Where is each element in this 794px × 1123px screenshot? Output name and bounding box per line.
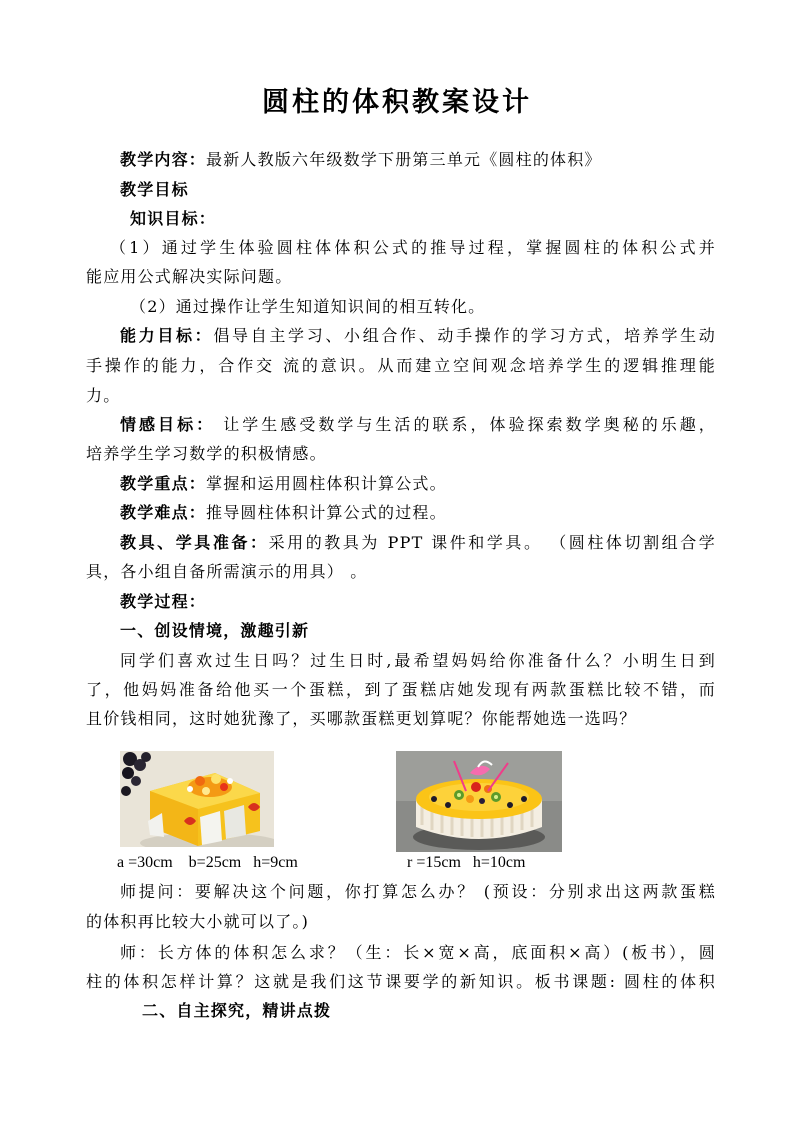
- content-label: 教学内容：: [120, 150, 207, 169]
- para3-b: 柱的体积怎样计算？这就是我们这节课要学的新知识。板书课题: 圆柱的体积: [86, 972, 716, 991]
- emotion-b: 培养学生学习数学的积极情感。: [86, 444, 327, 463]
- emotion-text-a: 让学生感受数学与生活的联系，体验探索数学奥秘的乐趣，: [215, 415, 716, 434]
- ability-b: 手操作的能力，合作交 流的意识。从而建立空间观念培养学生的逻辑推理能: [86, 356, 716, 375]
- process-heading: 教学过程：: [120, 592, 207, 611]
- tools-b: 具，各小组自备所需演示的用具） 。: [86, 562, 368, 581]
- tools-label: 教具、学具准备：: [120, 533, 269, 552]
- goals-heading: 教学目标: [120, 180, 189, 199]
- para1-c: 且价钱相同，这时她犹豫了，买哪款蛋糕更划算呢？你能帮她选一选吗？: [86, 709, 637, 728]
- ability-a: [120, 326, 716, 346]
- page-title: 圆柱的体积教案设计: [262, 87, 532, 118]
- para3-a: 师：长方体的体积怎么求？（生：长×宽×高，底面积×高）(板书），圆: [120, 943, 716, 962]
- section-2-heading: 二、自主探究，精讲点拨: [142, 1001, 332, 1020]
- round-cake-illustration: [396, 751, 562, 852]
- para2-a: 师提问：要解决这个问题，你打算怎么办？ (预设：分别求出这两款蛋糕: [120, 882, 716, 901]
- emotion-label: 情感目标：: [120, 415, 216, 434]
- section-1-heading: 一、创设情境，激趣引新: [120, 621, 310, 640]
- tools-a: [120, 533, 716, 553]
- knowledge-1a: （1）通过学生体验圆柱体体积公式的推导过程，掌握圆柱的体积公式并: [110, 238, 716, 257]
- square-cake-dimensions: a =30cm b=25cm h=9cm: [117, 854, 298, 871]
- round-cake-image: [396, 751, 562, 852]
- diff-text: 推导圆柱体积计算公式的过程。: [206, 503, 447, 522]
- ability-label: 能力目标：: [120, 326, 214, 345]
- square-cake-illustration: [120, 751, 274, 847]
- knowledge-1b: 能应用公式解决实际问题。: [86, 267, 293, 286]
- teaching-content: [120, 150, 750, 170]
- key-point: [120, 474, 750, 494]
- square-cake-image: [120, 751, 274, 847]
- round-cake-dimensions: r =15cm h=10cm: [407, 854, 526, 871]
- ability-c: 力。: [86, 386, 121, 405]
- emotion-a: [120, 415, 716, 435]
- difficult-point: [120, 503, 750, 523]
- ability-text-a: 倡导自主学习、小组合作、动手操作的学习方式，培养学生动: [213, 326, 716, 345]
- para1-a: 同学们喜欢过生日吗？过生日时,最希望妈妈给你准备什么？小明生日到: [120, 651, 716, 670]
- para1-b: 了，他妈妈准备给他买一个蛋糕，到了蛋糕店她发现有两款蛋糕比较不错，而: [86, 680, 716, 699]
- para2-b: 的体积再比较大小就可以了。): [86, 912, 310, 931]
- key-label: 教学重点：: [120, 474, 207, 493]
- diff-label: 教学难点：: [120, 503, 207, 522]
- knowledge-2: （2）通过操作让学生知道知识间的相互转化。: [130, 297, 486, 316]
- key-text: 掌握和运用圆柱体积计算公式。: [206, 474, 447, 493]
- knowledge-heading: 知识目标：: [130, 209, 217, 228]
- tools-text-a: 采用的教具为 PPT 课件和学具。 （圆柱体切割组合学: [268, 533, 716, 552]
- content-text: 最新人教版六年级数学下册第三单元《圆柱的体积》: [206, 150, 602, 169]
